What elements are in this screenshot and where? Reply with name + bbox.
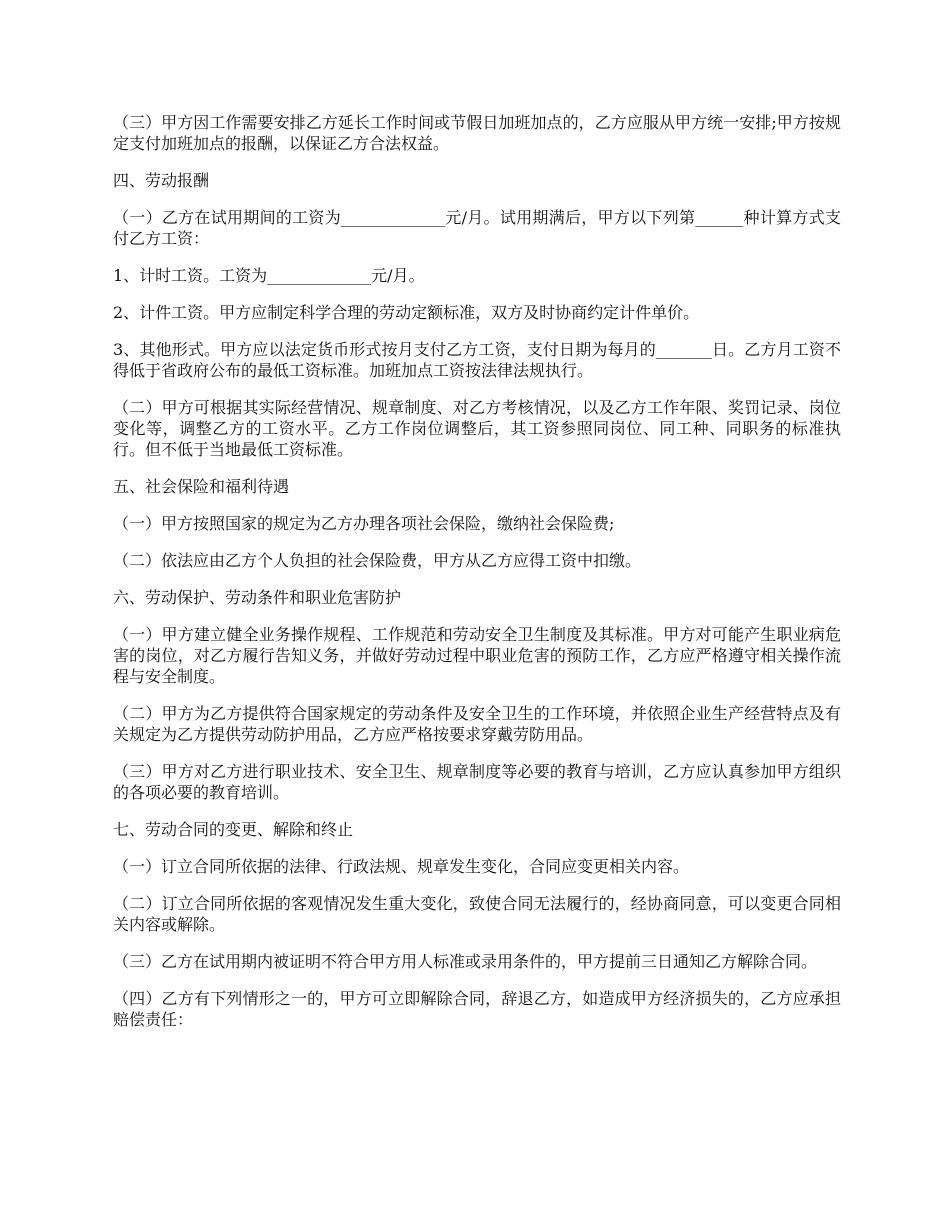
paragraph-probation-termination: （三）乙方在试用期内被证明不符合甲方用人标准或录用条件的，甲方提前三日通知乙方解除合同。 <box>113 952 818 971</box>
paragraph-training: （三）甲方对乙方进行职业技术、安全卫生、规章制度等必要的教育与培训，乙方应认真参加甲方组织的各项必要的教育培训。 <box>113 762 841 802</box>
paragraph-circumstance-change: （二）订立合同所依据的客观情况发生重大变化，致使合同无法履行的，经协商同意，可以变更合同相关内容或解除。 <box>113 894 841 934</box>
section-heading-social-insurance: 五、社会保险和福利待遇 <box>113 477 290 496</box>
paragraph-hourly-wage: 1、计时工资。工资为_____________元/月。 <box>113 266 425 285</box>
paragraph-probation-wage: （一）乙方在试用期间的工资为_____________元/月。试用期满后，甲方以下列第______种计算方式支付乙方工资： <box>113 208 841 248</box>
paragraph-overtime: （三）甲方因工作需要安排乙方延长工作时间或节假日加班加点的，乙方应服从甲方统一安排;甲方按规定支付加班加点的报酬，以保证乙方合法权益。 <box>113 113 841 153</box>
paragraph-immediate-termination: （四）乙方有下列情形之一的，甲方可立即解除合同，辞退乙方，如造成甲方经济损失的，乙方应承担赔偿责任： <box>113 989 841 1029</box>
paragraph-other-wage: 3、其他形式。甲方应以法定货币形式按月支付乙方工资，支付日期为每月的_______日。乙方月工资不得低于省政府公布的最低工资标准。加班加点工资按法律法规执行。 <box>113 340 841 380</box>
paragraph-legal-change: （一）订立合同所依据的法律、行政法规、规章发生变化，合同应变更相关内容。 <box>113 857 690 876</box>
document-body <box>113 112 841 1046</box>
paragraph-safety-rules: （一）甲方建立健全业务操作规程、工作规范和劳动安全卫生制度及其标准。甲方对可能产生职业病危害的岗位，对乙方履行告知义务，并做好劳动过程中职业危害的预防工作，乙方应严格遵守相关操作流程与安全制度。 <box>113 625 841 686</box>
paragraph-piece-wage: 2、计件工资。甲方应制定科学合理的劳动定额标准，双方及时协商约定计件单价。 <box>113 303 700 322</box>
section-heading-remuneration: 四、劳动报酬 <box>113 171 210 190</box>
paragraph-work-environment: （二）甲方为乙方提供符合国家规定的劳动条件及安全卫生的工作环境，并依照企业生产经营特点及有关规定为乙方提供劳动防护用品，乙方应严格按要求穿戴劳防用品。 <box>113 704 841 744</box>
paragraph-wage-adjustment: （二）甲方可根据其实际经营情况、规章制度、对乙方考核情况，以及乙方工作年限、奖罚记录、岗位变化等，调整乙方的工资水平。乙方工作岗位调整后，其工资参照同岗位、同工种、同职务的标准执行。但不低于当地最低工资标准。 <box>113 398 841 459</box>
paragraph-insurance-deduction: （二）依法应由乙方个人负担的社会保险费，甲方从乙方应得工资中扣缴。 <box>113 551 642 570</box>
section-heading-labor-protection: 六、劳动保护、劳动条件和职业危害防护 <box>113 588 402 607</box>
paragraph-insurance-registration: （一）甲方按照国家的规定为乙方办理各项社会保险，缴纳社会保险费; <box>113 514 615 533</box>
section-heading-contract-changes: 七、劳动合同的变更、解除和终止 <box>113 820 354 839</box>
